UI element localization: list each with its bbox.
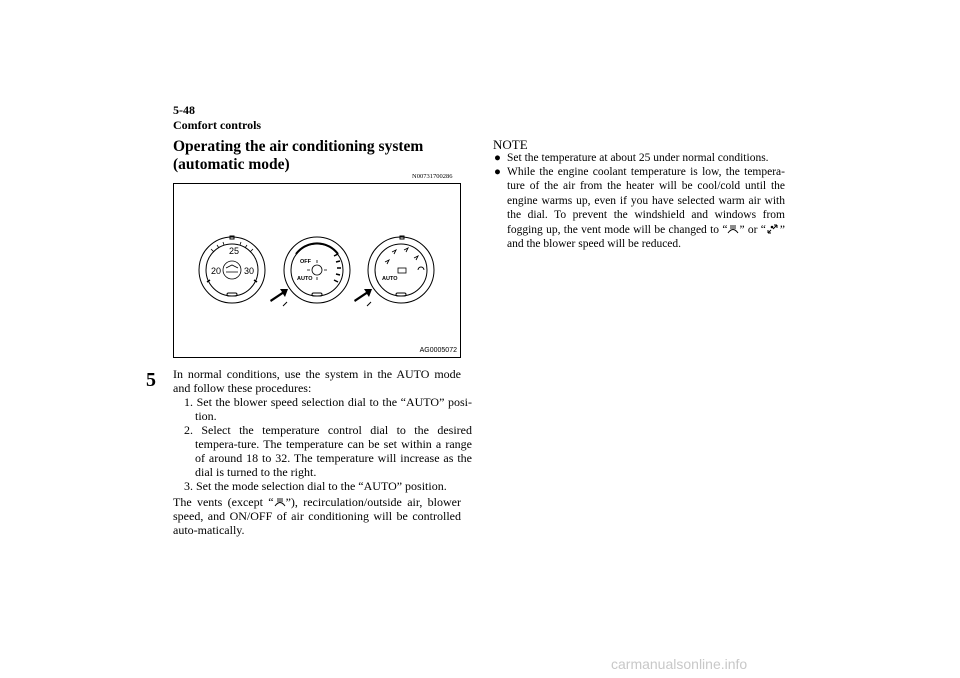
- step-2: 2. Select the temperature control dial to the desired tempera-ture. The temperature can be set within a range of around 18 to 32. The temperature will increase as the dial is turned to the right.: [184, 423, 472, 479]
- page-title: Operating the air conditioning system (automatic mode): [173, 138, 424, 173]
- dial3-label-auto: AUTO: [382, 276, 398, 282]
- defrost-icon: [274, 497, 286, 508]
- vents-text-a: The vents (except “: [173, 495, 274, 509]
- mode-dial: [375, 244, 427, 296]
- note-item-2-mid: ” or “: [739, 223, 766, 236]
- defrost-icon: [727, 224, 739, 235]
- floor-defrost-icon: [766, 223, 780, 235]
- note-item-2-end: ” and the blower speed will be reduced.: [507, 223, 785, 251]
- page-number: 5-48: [173, 103, 195, 117]
- note-item-1: [494, 151, 785, 165]
- dial1-label-right: 30: [244, 266, 255, 276]
- step-1: 1. Set the blower speed selection dial to the “AUTO” posi-tion.: [184, 395, 472, 423]
- figure-id: AG0005072: [419, 347, 457, 354]
- step-3: 3. Set the mode selection dial to the “AUTO” position.: [184, 479, 447, 493]
- reference-code: N00731700286: [412, 173, 453, 180]
- arrow-icon: [270, 289, 288, 302]
- arrow-icon: [354, 289, 372, 302]
- dials-illustration: [174, 184, 460, 357]
- note-item-1-text: Set the temperature at about 25 under normal conditions.: [507, 152, 769, 164]
- control-panel-figure: [173, 183, 461, 358]
- note-item-2: [494, 165, 785, 251]
- chapter-tab: 5: [146, 369, 156, 391]
- note-item-2-text: While the engine coolant temperature is low, the tempera-ture of the air from the heater will be cool/cold until the engine warms up, even if you have selected warm air with the dial. To prevent the windshield and windows from fogging up, the vent mode will be changed to “: [507, 166, 785, 236]
- vents-paragraph: [173, 495, 461, 537]
- bullet-icon: ●: [494, 166, 501, 178]
- bullet-icon: ●: [494, 152, 501, 164]
- section-heading: Comfort controls: [173, 118, 262, 132]
- watermark: carmanualsonline.info: [611, 656, 748, 672]
- vents-text-b: ”), recirculation/outside air, blower speed, and ON/OFF of air conditioning will be controlled auto-matically.: [173, 495, 462, 537]
- dial2-label-auto: AUTO: [297, 276, 313, 282]
- dial1-label-top: 25: [229, 246, 240, 256]
- dial1-label-left: 20: [211, 266, 222, 276]
- intro-paragraph: In normal conditions, use the system in the AUTO mode and follow these procedures:: [173, 367, 461, 395]
- note-heading: NOTE: [493, 137, 528, 152]
- dial2-label-off: OFF: [300, 259, 311, 265]
